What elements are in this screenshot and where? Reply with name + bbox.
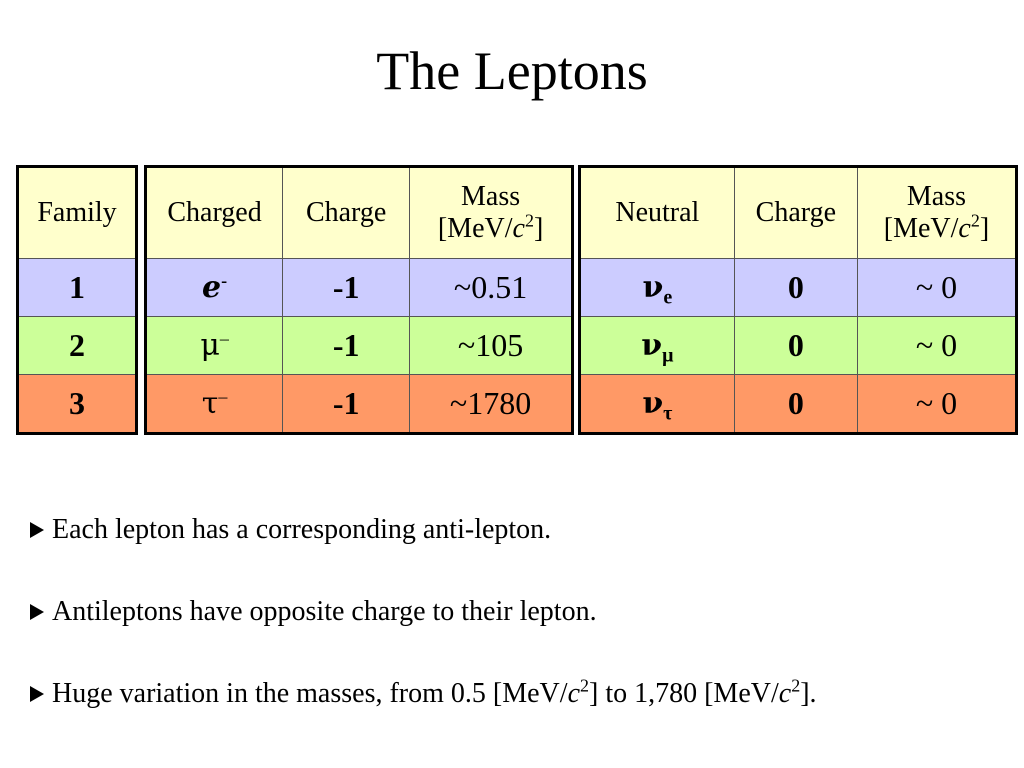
mass-header-suffix: ] bbox=[533, 213, 544, 244]
table-row bbox=[18, 375, 137, 434]
mass-unit-c: c bbox=[512, 213, 525, 244]
unit-c: c bbox=[778, 678, 792, 709]
list-item bbox=[30, 512, 1010, 594]
bullet-text-part2: ] to 1,780 [MeV/ bbox=[589, 678, 779, 709]
neutral-header: Neutral bbox=[580, 167, 735, 259]
unit-c: c bbox=[567, 678, 580, 709]
particle-cell bbox=[580, 317, 735, 375]
particle-cell bbox=[580, 375, 735, 434]
table-header-row bbox=[580, 167, 1017, 259]
mass-unit-exp: 2 bbox=[970, 210, 980, 231]
neutrino-symbol: ν bbox=[641, 328, 663, 363]
table-row bbox=[18, 317, 137, 375]
table-row bbox=[146, 259, 573, 317]
bullet-text: Antileptons have opposite charge to their lepton. bbox=[52, 596, 597, 627]
mass-cell: ~ 0 bbox=[857, 259, 1016, 317]
neutral-leptons-table bbox=[578, 165, 1018, 435]
mass-header-prefix: [MeV/ bbox=[883, 213, 959, 244]
mass-cell: ~105 bbox=[410, 317, 573, 375]
table-header-row bbox=[18, 167, 137, 259]
mass-cell: ~ 0 bbox=[857, 317, 1016, 375]
right-arrowhead-icon bbox=[30, 686, 44, 702]
charge-cell: 0 bbox=[734, 317, 857, 375]
charge-cell: -1 bbox=[283, 375, 410, 434]
table-row bbox=[580, 317, 1017, 375]
charge-cell: -1 bbox=[283, 317, 410, 375]
charged-leptons-table bbox=[144, 165, 574, 435]
bullet-text-part3: ]. bbox=[800, 678, 817, 709]
list-item bbox=[30, 676, 1010, 758]
electron-superscript: - bbox=[221, 270, 228, 291]
unit-exp: 2 bbox=[580, 675, 589, 696]
neutrino-symbol: ν bbox=[642, 386, 664, 421]
bullet-text-part1: Huge variation in the masses, from 0.5 [MeV/ bbox=[52, 678, 568, 709]
family-1-cell: 1 bbox=[18, 259, 137, 317]
table-row bbox=[580, 259, 1017, 317]
mass-unit-exp: 2 bbox=[524, 210, 534, 231]
mass-header bbox=[857, 167, 1016, 259]
particle-cell bbox=[146, 259, 283, 317]
charged-header: Charged bbox=[146, 167, 283, 259]
charge-cell: 0 bbox=[734, 375, 857, 434]
particle-cell bbox=[146, 317, 283, 375]
charge-cell: 0 bbox=[734, 259, 857, 317]
family-3-cell: 3 bbox=[18, 375, 137, 434]
charge-header: Charge bbox=[734, 167, 857, 259]
table-row bbox=[146, 317, 573, 375]
page-title: The Leptons bbox=[376, 41, 648, 101]
electron-symbol: e bbox=[202, 270, 222, 305]
table-row bbox=[146, 375, 573, 434]
mass-header bbox=[410, 167, 573, 259]
right-arrowhead-icon bbox=[30, 522, 44, 538]
right-arrowhead-icon bbox=[30, 604, 44, 620]
neutrino-subscript: μ bbox=[662, 344, 674, 367]
list-item bbox=[30, 594, 1010, 676]
unit-exp: 2 bbox=[791, 675, 801, 696]
mass-header-line1: Mass bbox=[461, 181, 521, 212]
charge-header: Charge bbox=[283, 167, 410, 259]
tau-superscript: – bbox=[218, 386, 228, 407]
neutrino-subscript: τ bbox=[663, 402, 673, 425]
particle-cell bbox=[146, 375, 283, 434]
muon-superscript: – bbox=[219, 328, 229, 349]
family-header: Family bbox=[18, 167, 137, 259]
mass-cell: ~ 0 bbox=[857, 375, 1016, 434]
mass-header-line1: Mass bbox=[906, 181, 967, 212]
mass-header-prefix: [MeV/ bbox=[437, 213, 513, 244]
charge-cell: -1 bbox=[283, 259, 410, 317]
particle-cell bbox=[580, 259, 735, 317]
neutrino-subscript: e bbox=[663, 286, 673, 309]
table-row bbox=[18, 259, 137, 317]
family-2-cell: 2 bbox=[18, 317, 137, 375]
muon-symbol: μ bbox=[200, 328, 220, 363]
mass-header-suffix: ] bbox=[979, 213, 990, 244]
mass-cell: ~1780 bbox=[410, 375, 573, 434]
family-table bbox=[16, 165, 138, 435]
bullet-list bbox=[30, 512, 1010, 758]
tau-symbol: τ bbox=[201, 386, 219, 421]
table-row bbox=[580, 375, 1017, 434]
mass-cell: ~0.51 bbox=[410, 259, 573, 317]
neutrino-symbol: ν bbox=[642, 270, 664, 305]
table-header-row bbox=[146, 167, 573, 259]
bullet-text: Each lepton has a corresponding anti-lepton. bbox=[52, 514, 552, 545]
mass-unit-c: c bbox=[958, 213, 971, 244]
